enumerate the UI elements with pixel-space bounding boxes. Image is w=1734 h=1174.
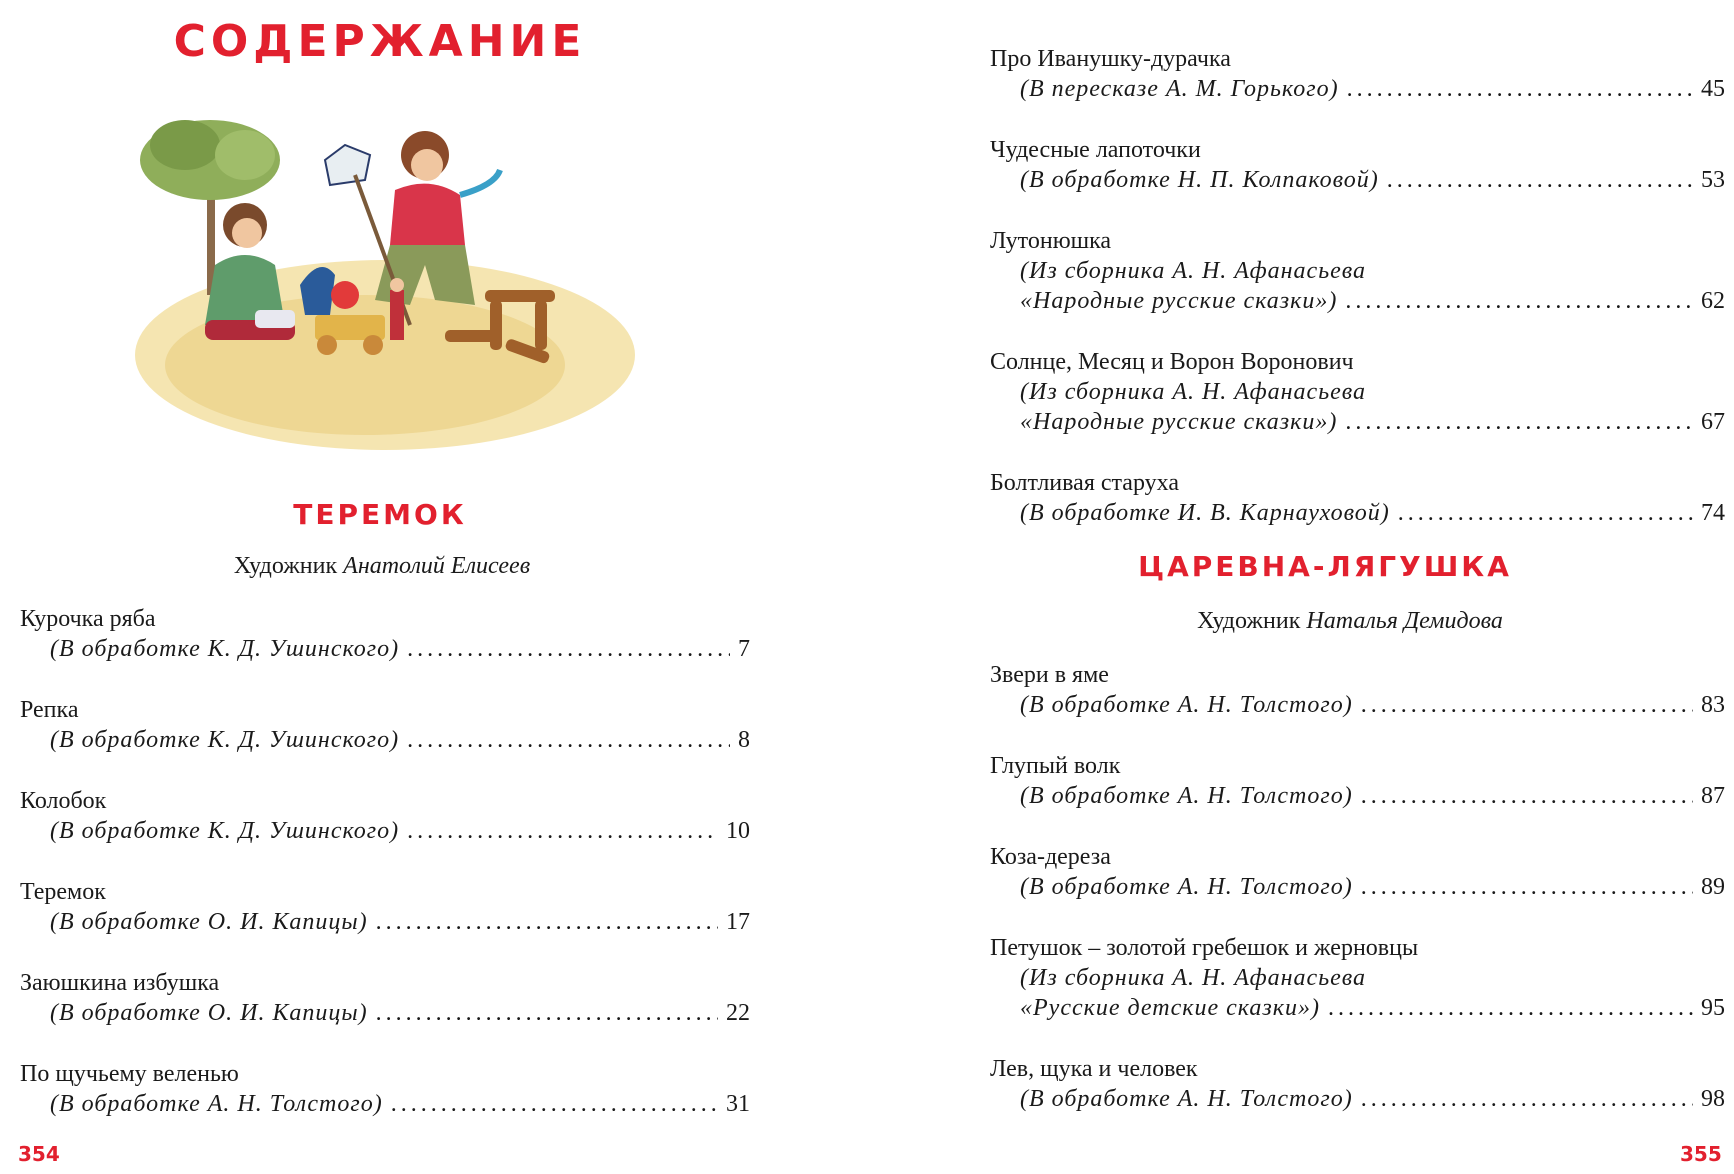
toc-entry-row <box>990 286 1725 316</box>
dot-leader <box>407 634 730 664</box>
toc-entry[interactable] <box>20 968 750 1028</box>
toc-entry-title: Курочка ряба <box>20 606 156 632</box>
section-title-tsarevna: ЦАРЕВНА-ЛЯГУШКА <box>1138 550 1512 583</box>
dot-leader <box>391 1089 718 1119</box>
toc-entry[interactable] <box>990 468 1725 528</box>
toc-entry-title: Болтливая старуха <box>990 470 1179 496</box>
toc-entry-subtitle: «Народные русские сказки») <box>1020 288 1338 314</box>
toc-entry-page: 53 <box>1701 167 1725 193</box>
toc-entry-subtitle: (В обработке О. И. Капицы) <box>50 1000 368 1026</box>
toc-entry-page: 83 <box>1701 692 1725 718</box>
toc-entry-page: 10 <box>726 818 750 844</box>
toc-entry-title: Коза-дереза <box>990 844 1111 870</box>
dot-leader <box>376 907 718 937</box>
toc-entry-subtitle: «Русские детские сказки») <box>1020 995 1320 1021</box>
toc-entry-page: 74 <box>1701 500 1725 526</box>
toc-entry-page: 8 <box>738 727 750 753</box>
toc-entry-page: 45 <box>1701 76 1725 102</box>
toc-entry-page: 62 <box>1701 288 1725 314</box>
page-number-left: 354 <box>18 1142 60 1166</box>
toc-entry-title: Колобок <box>20 788 107 814</box>
toc-entry-page: 87 <box>1701 783 1725 809</box>
toc-entry-row <box>990 993 1725 1023</box>
toc-entry-subtitle: (В обработке К. Д. Ушинского) <box>50 727 400 753</box>
dot-leader <box>1328 993 1693 1023</box>
toc-entry-title: Петушок – золотой гребешок и жерновцы <box>990 935 1419 961</box>
toc-entry-subtitle-line: (Из сборника А. Н. Афанасьева <box>1020 379 1367 405</box>
dot-leader <box>376 998 718 1028</box>
dot-leader <box>1361 781 1693 811</box>
dot-leader <box>1361 1084 1693 1114</box>
toc-entry-row <box>20 1089 750 1119</box>
toc-entry[interactable] <box>990 226 1725 316</box>
toc-entry-subtitle: (В обработке А. Н. Толстого) <box>50 1091 383 1117</box>
artist-name: Анатолий Елисеев <box>343 553 531 579</box>
toc-entry-subtitle-line: (Из сборника А. Н. Афанасьева <box>1020 258 1367 284</box>
toc-entry[interactable] <box>990 1054 1725 1114</box>
toc-entry-row <box>20 725 750 755</box>
toc-entry-subtitle: (В обработке О. И. Капицы) <box>50 909 368 935</box>
dot-leader <box>1398 498 1693 528</box>
toc-entry-row <box>20 634 750 664</box>
artist-label: Художник <box>233 553 338 579</box>
toc-entry-title: Глупый волк <box>990 753 1121 779</box>
toc-entry[interactable] <box>990 347 1725 437</box>
toc-entry[interactable] <box>990 44 1725 104</box>
toc-entry-subtitle: (В пересказе А. М. Горького) <box>1020 76 1339 102</box>
toc-entry-subtitle: (В обработке К. Д. Ушинского) <box>50 818 400 844</box>
toc-entry-subtitle: (В обработке И. В. Карнауховой) <box>1020 500 1390 526</box>
toc-entry[interactable] <box>990 660 1725 720</box>
dot-leader <box>1345 407 1693 437</box>
toc-entry-page: 22 <box>726 1000 750 1026</box>
toc-entry[interactable] <box>20 604 750 664</box>
toc-entry-subtitle-line: (Из сборника А. Н. Афанасьева <box>1020 965 1367 991</box>
dot-leader <box>1345 286 1693 316</box>
toc-entry-row <box>990 690 1725 720</box>
toc-entry-row <box>990 872 1725 902</box>
toc-entry-subtitle: (В обработке А. Н. Толстого) <box>1020 1086 1353 1112</box>
toc-entry-page: 89 <box>1701 874 1725 900</box>
contents-title: СОДЕРЖАНИЕ <box>173 16 587 67</box>
toc-entry-title: Репка <box>20 697 79 723</box>
toc-entry[interactable] <box>20 877 750 937</box>
dot-leader <box>407 725 730 755</box>
toc-entry-subtitle: (В обработке К. Д. Ушинского) <box>50 636 400 662</box>
toc-entry[interactable] <box>990 751 1725 811</box>
toc-entry-page: 7 <box>738 636 750 662</box>
toc-entry-subtitle: (В обработке А. Н. Толстого) <box>1020 692 1353 718</box>
artist-line-left <box>120 553 644 580</box>
artist-line-right <box>1100 608 1600 635</box>
children-playing-illustration <box>135 115 655 465</box>
toc-entry-page: 98 <box>1701 1086 1725 1112</box>
toc-entry[interactable] <box>990 135 1725 195</box>
dot-leader <box>1347 74 1693 104</box>
artist-label: Художник <box>1197 608 1301 634</box>
toc-entry-page: 67 <box>1701 409 1725 435</box>
dot-leader <box>1361 690 1693 720</box>
toc-entry[interactable] <box>990 933 1725 1023</box>
toc-entry[interactable] <box>20 695 750 755</box>
toc-entry-row <box>20 998 750 1028</box>
toc-list-right-top <box>990 44 1725 559</box>
toc-entry-page: 31 <box>726 1091 750 1117</box>
toc-entry[interactable] <box>990 842 1725 902</box>
toc-entry-title: Про Иванушку-дурачка <box>990 46 1231 72</box>
toc-entry-subtitle: (В обработке А. Н. Толстого) <box>1020 783 1353 809</box>
section-title-teremok: ТЕРЕМОК <box>293 498 467 531</box>
toc-entry-title: По щучьему веленью <box>20 1061 239 1087</box>
toc-entry[interactable] <box>20 786 750 846</box>
toc-entry-row <box>990 1084 1725 1114</box>
toc-entry-title: Лутонюшка <box>990 228 1112 254</box>
toc-entry[interactable] <box>20 1059 750 1119</box>
toc-entry-title: Лев, щука и человек <box>990 1056 1198 1082</box>
dot-leader <box>407 816 718 846</box>
toc-entry-row <box>990 781 1725 811</box>
toc-entry-subtitle: (В обработке А. Н. Толстого) <box>1020 874 1353 900</box>
toc-entry-subtitle: «Народные русские сказки») <box>1020 409 1338 435</box>
toc-entry-row <box>20 907 750 937</box>
toc-list-left <box>20 604 750 1150</box>
toc-entry-title: Заюшкина избушка <box>20 970 220 996</box>
toc-entry-row <box>990 74 1725 104</box>
toc-entry-page: 17 <box>726 909 750 935</box>
page-number-right: 355 <box>1680 1142 1722 1166</box>
toc-entry-row <box>990 498 1725 528</box>
dot-leader <box>1387 165 1693 195</box>
toc-entry-title: Звери в яме <box>990 662 1109 688</box>
artist-name: Наталья Демидова <box>1306 608 1503 634</box>
dot-leader <box>1361 872 1693 902</box>
toc-entry-title: Теремок <box>20 879 106 905</box>
toc-entry-row <box>20 816 750 846</box>
toc-entry-row <box>990 407 1725 437</box>
toc-entry-page: 95 <box>1701 995 1725 1021</box>
toc-entry-row <box>990 165 1725 195</box>
toc-list-right-bottom <box>990 660 1725 1145</box>
toc-entry-subtitle: (В обработке Н. П. Колпаковой) <box>1020 167 1379 193</box>
toc-entry-title: Солнце, Месяц и Ворон Воронович <box>990 349 1354 375</box>
toc-entry-title: Чудесные лапоточки <box>990 137 1201 163</box>
